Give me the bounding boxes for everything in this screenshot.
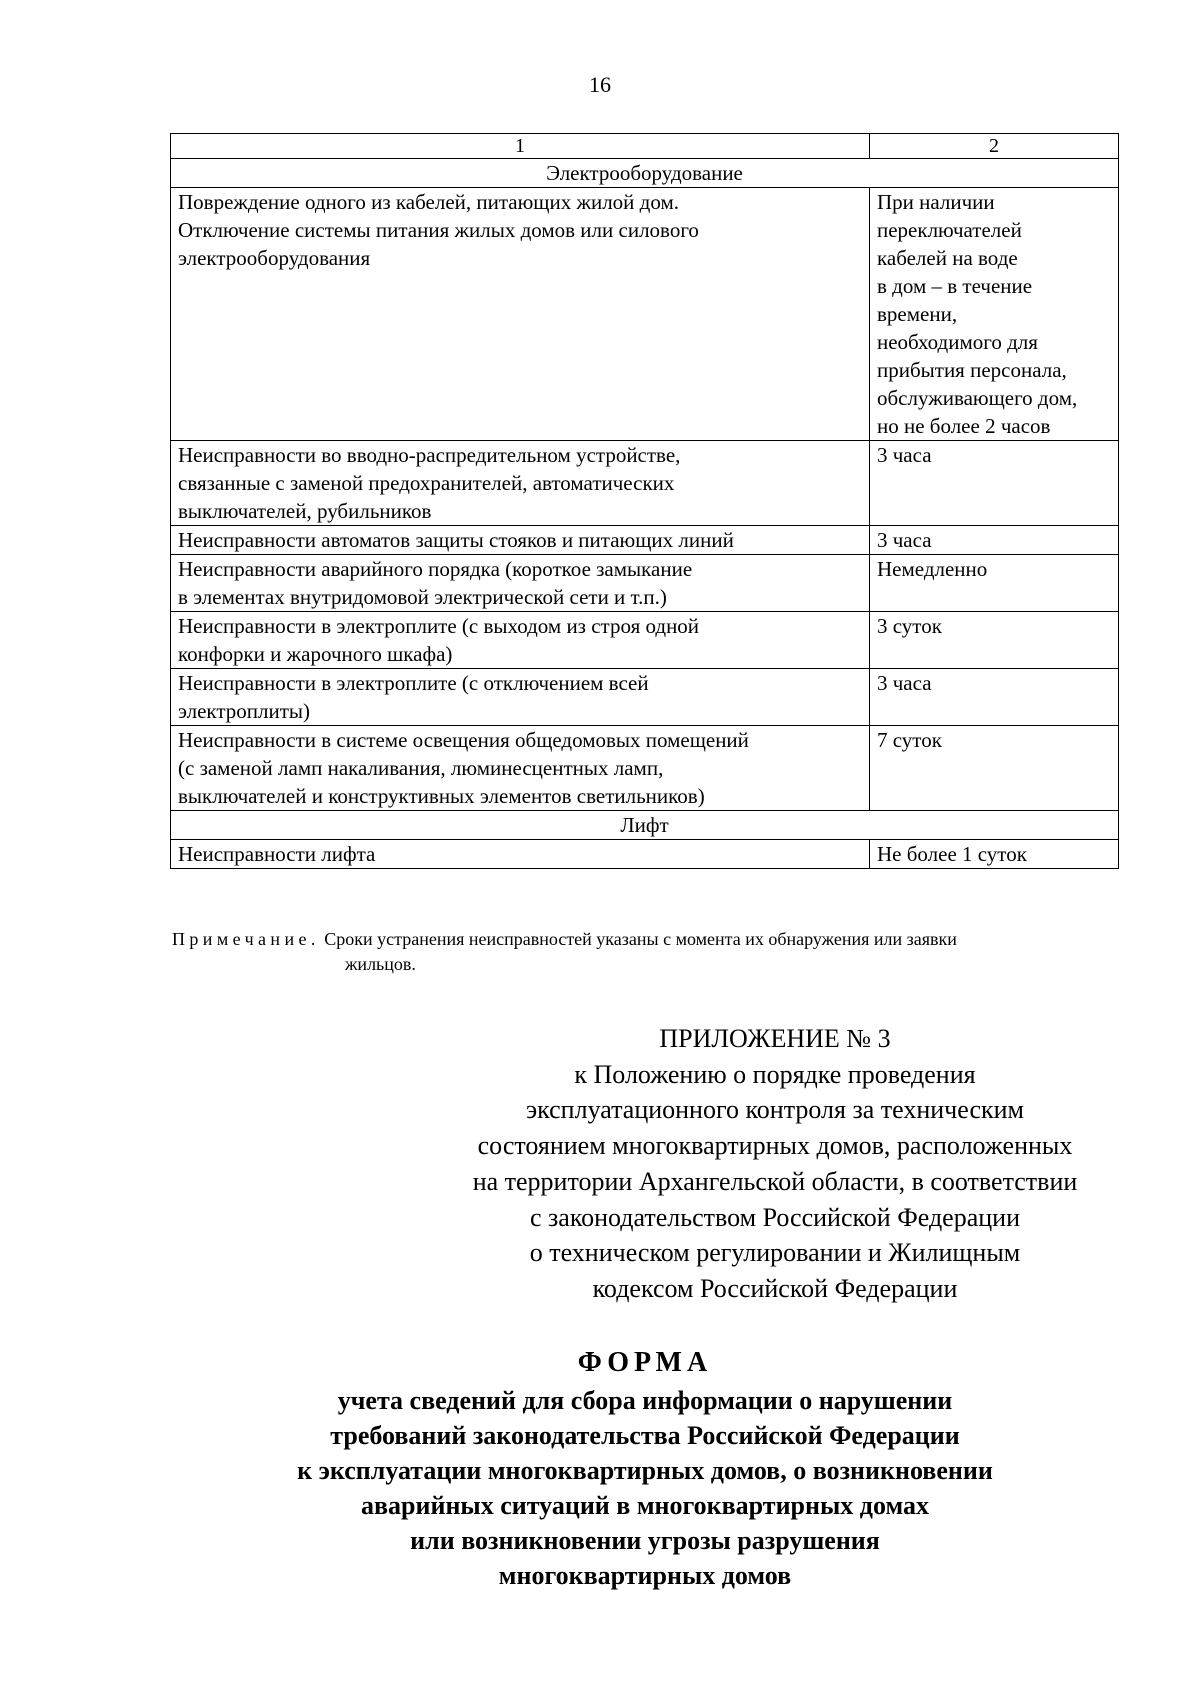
form-subtitle-line: аварийных ситуаций в многоквартирных домах	[360, 1491, 929, 1520]
malfunction-text: Неисправности в электроплите (с выходом из строя одной	[178, 614, 700, 638]
form-subtitle-line: или возникновении угрозы разрушения	[410, 1526, 880, 1555]
appendix-line: с законодательством Российской Федерации	[529, 1202, 1021, 1232]
deadline-text: в дом – в течение	[877, 274, 1033, 298]
appendix-title: ПРИЛОЖЕНИЕ № 3	[659, 1024, 891, 1053]
table-row	[171, 726, 1119, 811]
deadline-text: времени,	[877, 302, 958, 326]
note-text-line-1: Сроки устранения неисправностей указаны с момента их обнаружения или заявки	[324, 929, 957, 949]
malfunction-text: выключателей и конструктивных элементов светильников)	[178, 784, 705, 808]
deadline-text: 3 часа	[877, 671, 932, 695]
malfunction-text: Неисправности лифта	[178, 842, 376, 866]
deadline-text: прибытия персонала,	[877, 358, 1067, 382]
appendix-line: кодексом Российской Федерации	[592, 1273, 958, 1303]
note-text-line-2: жильцов.	[345, 954, 416, 974]
deadline-text: 7 суток	[877, 728, 942, 752]
section-row	[171, 811, 1119, 840]
malfunction-text: Неисправности во вводно-распредительном устройстве,	[178, 443, 681, 467]
deadline-cell	[870, 726, 1119, 811]
malfunction-text: Неисправности в электроплите (с отключением всей	[178, 671, 649, 695]
table-row	[171, 526, 1119, 555]
table-body	[171, 134, 1119, 869]
deadline-cell	[870, 526, 1119, 555]
malfunction-cell	[171, 526, 870, 555]
malfunction-text: в элементах внутридомовой электрической сети и т.п.)	[178, 585, 667, 609]
malfunction-text: (с заменой ламп накаливания, люминесцентных ламп,	[178, 756, 664, 780]
deadline-text: необходимого для	[877, 330, 1038, 354]
appendix-line: на территории Архангельской области, в соответствии	[472, 1166, 1078, 1196]
malfunction-text: Неисправности аварийного порядка (короткое замыкание	[178, 557, 693, 581]
table-note	[172, 927, 1122, 977]
page-number: 16	[589, 72, 611, 97]
section-title: Лифт	[171, 811, 1119, 840]
malfunction-text: связанные с заменой предохранителей, автоматических	[178, 471, 675, 495]
deadline-text: но не более 2 часов	[877, 414, 1051, 438]
form-subtitle	[0, 1383, 1200, 1593]
repair-deadlines-table	[170, 133, 1119, 869]
table-row	[171, 669, 1119, 726]
deadline-text: Немедленно	[877, 557, 988, 581]
section-title: Электрооборудование	[171, 159, 1119, 188]
appendix-line: о техническом регулировании и Жилищным	[529, 1238, 1021, 1268]
section-row	[171, 159, 1119, 188]
form-subtitle-line: многоквартирных домов	[498, 1561, 792, 1590]
malfunction-cell	[171, 441, 870, 526]
table-row	[171, 555, 1119, 612]
form-subtitle-line: к эксплуатации многоквартирных домов, о возникновении	[297, 1456, 993, 1485]
column-number-2: 2	[870, 134, 1119, 159]
table-row	[171, 840, 1119, 869]
deadline-text: 3 часа	[877, 528, 932, 552]
malfunction-text: Повреждение одного из кабелей, питающих жилой дом.	[178, 190, 679, 214]
malfunction-text: Неисправности автоматов защиты стояков и питающих линий	[178, 528, 734, 552]
deadline-text: Не более 1 суток	[877, 842, 1027, 866]
deadline-cell	[870, 840, 1119, 869]
deadline-text: переключателей	[877, 218, 1022, 242]
appendix-heading	[440, 1021, 1110, 1307]
malfunction-cell	[171, 555, 870, 612]
appendix-line: к Положению о порядке проведения	[574, 1059, 976, 1089]
malfunction-text: конфорки и жарочного шкафа)	[178, 642, 453, 666]
malfunction-text: электроплиты)	[178, 699, 311, 723]
deadline-text: 3 суток	[877, 614, 942, 638]
table-row	[171, 441, 1119, 526]
appendix-line: состоянием многоквартирных домов, расположенных	[477, 1131, 1073, 1161]
deadline-cell	[870, 612, 1119, 669]
column-number-1: 1	[171, 134, 870, 159]
malfunction-text: выключателей, рубильников	[178, 499, 432, 523]
malfunction-text: Неисправности в системе освещения общедомовых помещений	[178, 728, 749, 752]
deadline-cell	[870, 441, 1119, 526]
form-subtitle-line: требований законодательства Российской Федерации	[330, 1421, 960, 1450]
malfunction-text: Отключение системы питания жилых домов или силового	[178, 218, 699, 242]
column-number-row	[171, 134, 1119, 159]
deadline-cell	[870, 555, 1119, 612]
note-label: Примечание.	[172, 929, 320, 949]
malfunction-cell	[171, 669, 870, 726]
form-subtitle-line: учета сведений для сбора информации о нарушении	[337, 1386, 953, 1415]
deadline-text: При наличии	[877, 190, 995, 214]
deadline-text: 3 часа	[877, 443, 932, 467]
malfunction-cell	[171, 188, 870, 441]
malfunction-text: электрооборудования	[178, 246, 371, 270]
malfunction-cell	[171, 726, 870, 811]
appendix-line: эксплуатационного контроля за техническим	[526, 1095, 1024, 1125]
deadline-cell	[870, 669, 1119, 726]
malfunction-cell	[171, 612, 870, 669]
deadline-text: кабелей на воде	[877, 246, 1018, 270]
table-row	[171, 188, 1119, 441]
deadline-cell	[870, 188, 1119, 441]
form-title: ФОРМА	[577, 1347, 713, 1378]
deadline-text: обслуживающего дом,	[877, 386, 1078, 410]
malfunction-cell	[171, 840, 870, 869]
table-row	[171, 612, 1119, 669]
